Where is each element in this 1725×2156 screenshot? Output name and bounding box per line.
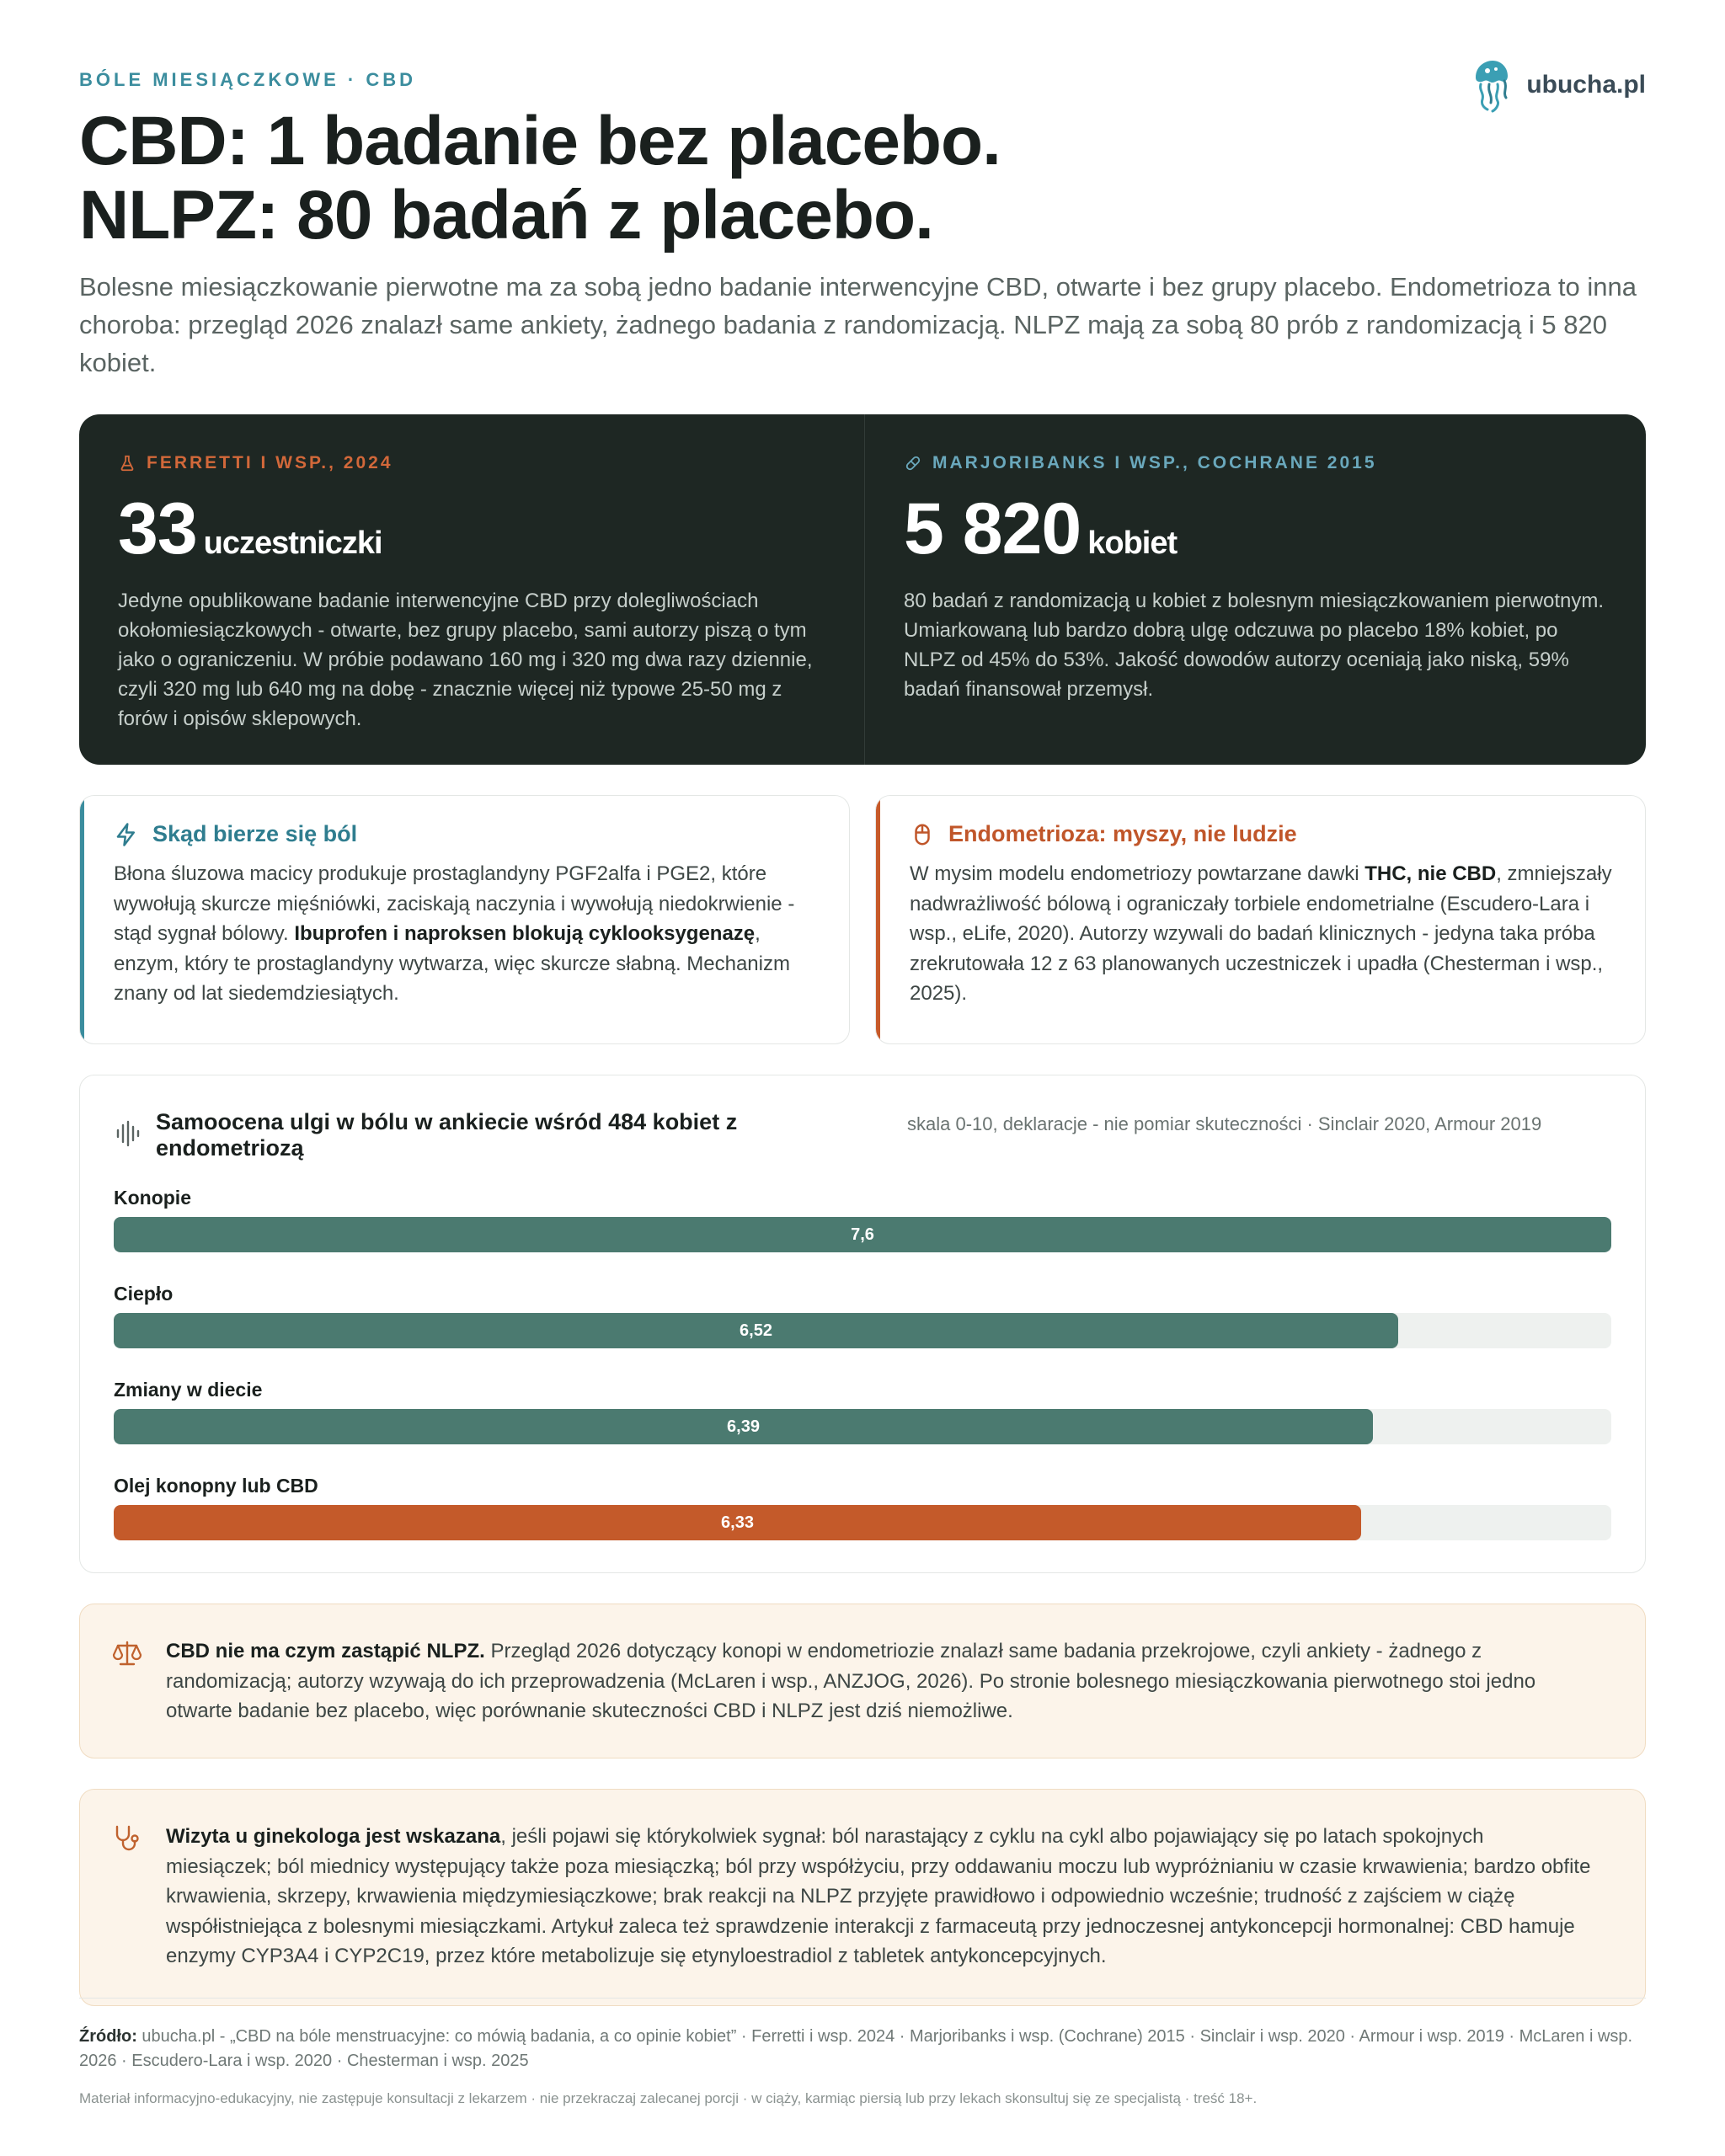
title-line-1: CBD: 1 badanie bez placebo.: [79, 103, 1001, 179]
card-pain-origin: [79, 795, 850, 1044]
stat-number: [904, 488, 1611, 569]
bar-label: Konopie: [114, 1187, 191, 1209]
source-line: [79, 2025, 1646, 2073]
bar: [114, 1409, 1373, 1444]
stat-ferretti: [79, 414, 864, 765]
relief-chart: [79, 1075, 1646, 1573]
note-text: [166, 1636, 1594, 1726]
bar-value-label: 7,6: [851, 1225, 874, 1244]
card-title: Endometrioza: myszy, nie ludzie: [948, 821, 1297, 846]
note-text-bold: Wizyta u ginekologa jest wskazana: [166, 1825, 501, 1848]
bar-track: [114, 1313, 1611, 1348]
bar-track: [114, 1409, 1611, 1444]
source-label: Źródło:: [79, 2027, 137, 2046]
bar-label: Ciepło: [114, 1283, 174, 1305]
bar-label: Olej konopny lub CBD: [114, 1475, 318, 1497]
pill-icon: [904, 454, 922, 472]
lead-paragraph: Bolesne miesiączkowanie pierwotne ma za sobą jedno badanie interwencyjne CBD, otwarte i bez grupy placebo. Endometrioza to inna choroba: przegląd 2026 znalazł same ankiety, żadnego badania z randomizacją. NLPZ mają za sobą 80 prób z randomizacją i 5 820 kobiet.: [79, 272, 1637, 377]
logo-text: ubucha.pl: [1526, 71, 1646, 99]
mouse-icon: [910, 822, 935, 847]
page-title: [79, 104, 1001, 253]
flask-icon: [118, 454, 136, 472]
source-text: ubucha.pl - „CBD na bóle menstruacyjne: co mówią badania, a co opinie kobiet” · Ferretti i wsp. 2024 · Marjoribanks i wsp. (Cochrane) 2015 · Sinclair i wsp. 2020 · Armour i wsp. 2019 · McLaren i wsp. 2026 · Escudero-Lara i wsp. 2020 · Chesterman i wsp. 2025: [79, 2027, 1633, 2070]
stat-eyebrow-text: MARJORIBANKS I WSP., COCHRANE 2015: [932, 453, 1377, 472]
card-text: W mysim modelu endometriozy powtarzane dawki: [910, 862, 1365, 885]
stat-description: Jedyne opublikowane badanie interwencyjne CBD przy dolegliwościach okołomiesiączkowych - otwarte, bez grupy placebo, sami autorzy piszą o tym jako o ograniczeniu. W próbie podawano 160 mg i 320 mg dwa razy dziennie, czyli 320 mg lub 640 mg na dobę - znacznie więcej niż typowe 25-50 mg z forów i opisów sklepowych.: [118, 590, 813, 730]
bar: [114, 1505, 1361, 1540]
card-endometriosis: [875, 795, 1646, 1044]
card-text: , zmniejszały nadwrażliwość bólową i ograniczały torbiele endometrialne (Escudero-Lara i wsp., eLife, 2020). Autorzy wzywali do badań klinicznych - jedyna taka próba zrekrutowała 12 z 63 planowanych uczestniczek i upadła (Chesterman i wsp., 2025).: [910, 862, 1612, 1005]
bar: [114, 1313, 1398, 1348]
card-text-bold: Ibuprofen i naproksen blokują cyklooksygenazę: [294, 922, 756, 945]
bar: [114, 1217, 1611, 1252]
card-heading: [910, 821, 1613, 847]
note-text-body: , jeśli pojawi się którykolwiek sygnał: ból narastający z cyklu na cykl albo pojawiający się po latach spokojnych miesiączek; ból miednicy występujący także poza miesiączką; ból przy współżyciu, przy oddawaniu moczu lub wypróżnianiu w czasie krwawienia; bardzo obfite krwawienia, skrzepy, krwawienia międzymiesiączkowe; brak reakcji na NLPZ przyjęte prawidłowo i odpowiednio wcześnie; trudność z zajściem w ciążę współistniejąca z bolesnymi miesiączkami. Artykuł zaleca też sprawdzenie interakcji z farmaceutą przy jednoczesnej antykoncepcji hormonalnej: CBD hamuje enzymy CYP3A4 i CYP2C19, przez które metabolizuje się etynyloestradiol z tabletek antykoncepcyjnych.: [166, 1825, 1591, 1967]
jellyfish-logo-icon: [1467, 56, 1514, 115]
category-eyebrow: BÓLE MIESIĄCZKOWE · CBD: [79, 69, 416, 90]
stats-panel: [79, 414, 1646, 765]
stat-eyebrow-text: FERRETTI I WSP., 2024: [147, 453, 393, 472]
card-title: Skąd bierze się ból: [152, 821, 358, 846]
scales-icon: [112, 1638, 142, 1668]
stat-number-value: 5 820: [904, 488, 1081, 569]
stethoscope-icon: [112, 1823, 142, 1854]
stat-number-unit: kobiet: [1087, 526, 1178, 561]
stat-number: [118, 488, 825, 569]
card-text-bold: THC, nie CBD: [1365, 862, 1497, 885]
title-line-2: NLPZ: 80 badań z placebo.: [79, 177, 933, 253]
card-text: Błona śluzowa macicy produkuje prostaglandyny PGF2alfa i PGE2, które wywołują skurcze mięśniówki, zaciskają naczynia i wywołują niedokrwienie - stąd sygnał bólowy.: [114, 862, 795, 945]
stat-description: 80 badań z randomizacją u kobiet z bolesnym miesiączkowaniem pierwotnym. Umiarkowaną lub bardzo dobrą ulgę odczuwa po placebo 18% kobiet, po NLPZ od 45% do 53%. Jakość dowodów autorzy oceniają jako niską, 59% badań finansował przemysł.: [904, 590, 1605, 701]
bar-track: [114, 1505, 1611, 1540]
bar-value-label: 6,52: [740, 1321, 772, 1340]
lightning-icon: [114, 822, 139, 847]
stat-cochrane: [864, 414, 1650, 765]
note-text: [166, 1822, 1594, 1972]
bar-value-label: 6,33: [721, 1513, 754, 1532]
note-nlpz: [79, 1604, 1646, 1758]
bar-value-label: 6,39: [727, 1417, 760, 1436]
chart-note: skala 0-10, deklaracje - nie pomiar skuteczności · Sinclair 2020, Armour 2019: [907, 1113, 1542, 1134]
note-gynecologist: [79, 1789, 1646, 2006]
note-text-bold: CBD nie ma czym zastąpić NLPZ.: [166, 1640, 485, 1662]
note-text-body: Przegląd 2026 dotyczący konopi w endometriozie znalazł same badania przekrojowe, czyli ankiety - żadnego z randomizacją; autorzy wzywają do ich przeprowadzenia (McLaren i wsp., ANZJOG, 2026). Po stronie bolesnego miesiączkowania pierwotnego stoi jedno otwarte badanie bez placebo, więc porównanie skuteczności CBD i NLPZ jest dziś niemożliwe.: [166, 1640, 1536, 1722]
card-heading: [114, 821, 817, 847]
stat-eyebrow: [118, 453, 825, 473]
info-cards: [79, 795, 1646, 1044]
audio-wave-icon: [115, 1119, 141, 1148]
card-body: [114, 859, 817, 1009]
disclaimer: Materiał informacyjno-edukacyjny, nie zastępuje konsultacji z lekarzem · nie przekraczaj zalecanej porcji · w ciąży, karmiąc piersią lub przy lekach skonsultuj się ze specjalistą · treść 18+.: [79, 2090, 1258, 2106]
chart-title: Samoocena ulgi w bólu w ankiecie wśród 484 kobiet z endometriozą: [156, 1109, 738, 1161]
card-text: , enzym, który te prostaglandyny wytwarza, więc skurcze słabną. Mechanizm znany od lat siedemdziesiątych.: [114, 922, 790, 1005]
bar-track: [114, 1217, 1611, 1252]
footer-divider: [79, 1998, 1646, 1999]
logo[interactable]: [1467, 56, 1646, 115]
stat-number-value: 33: [118, 488, 197, 569]
card-body: [910, 859, 1613, 1009]
stat-eyebrow: [904, 453, 1611, 473]
stat-number-unit: uczestniczki: [203, 526, 382, 561]
bar-label: Zmiany w diecie: [114, 1379, 263, 1401]
